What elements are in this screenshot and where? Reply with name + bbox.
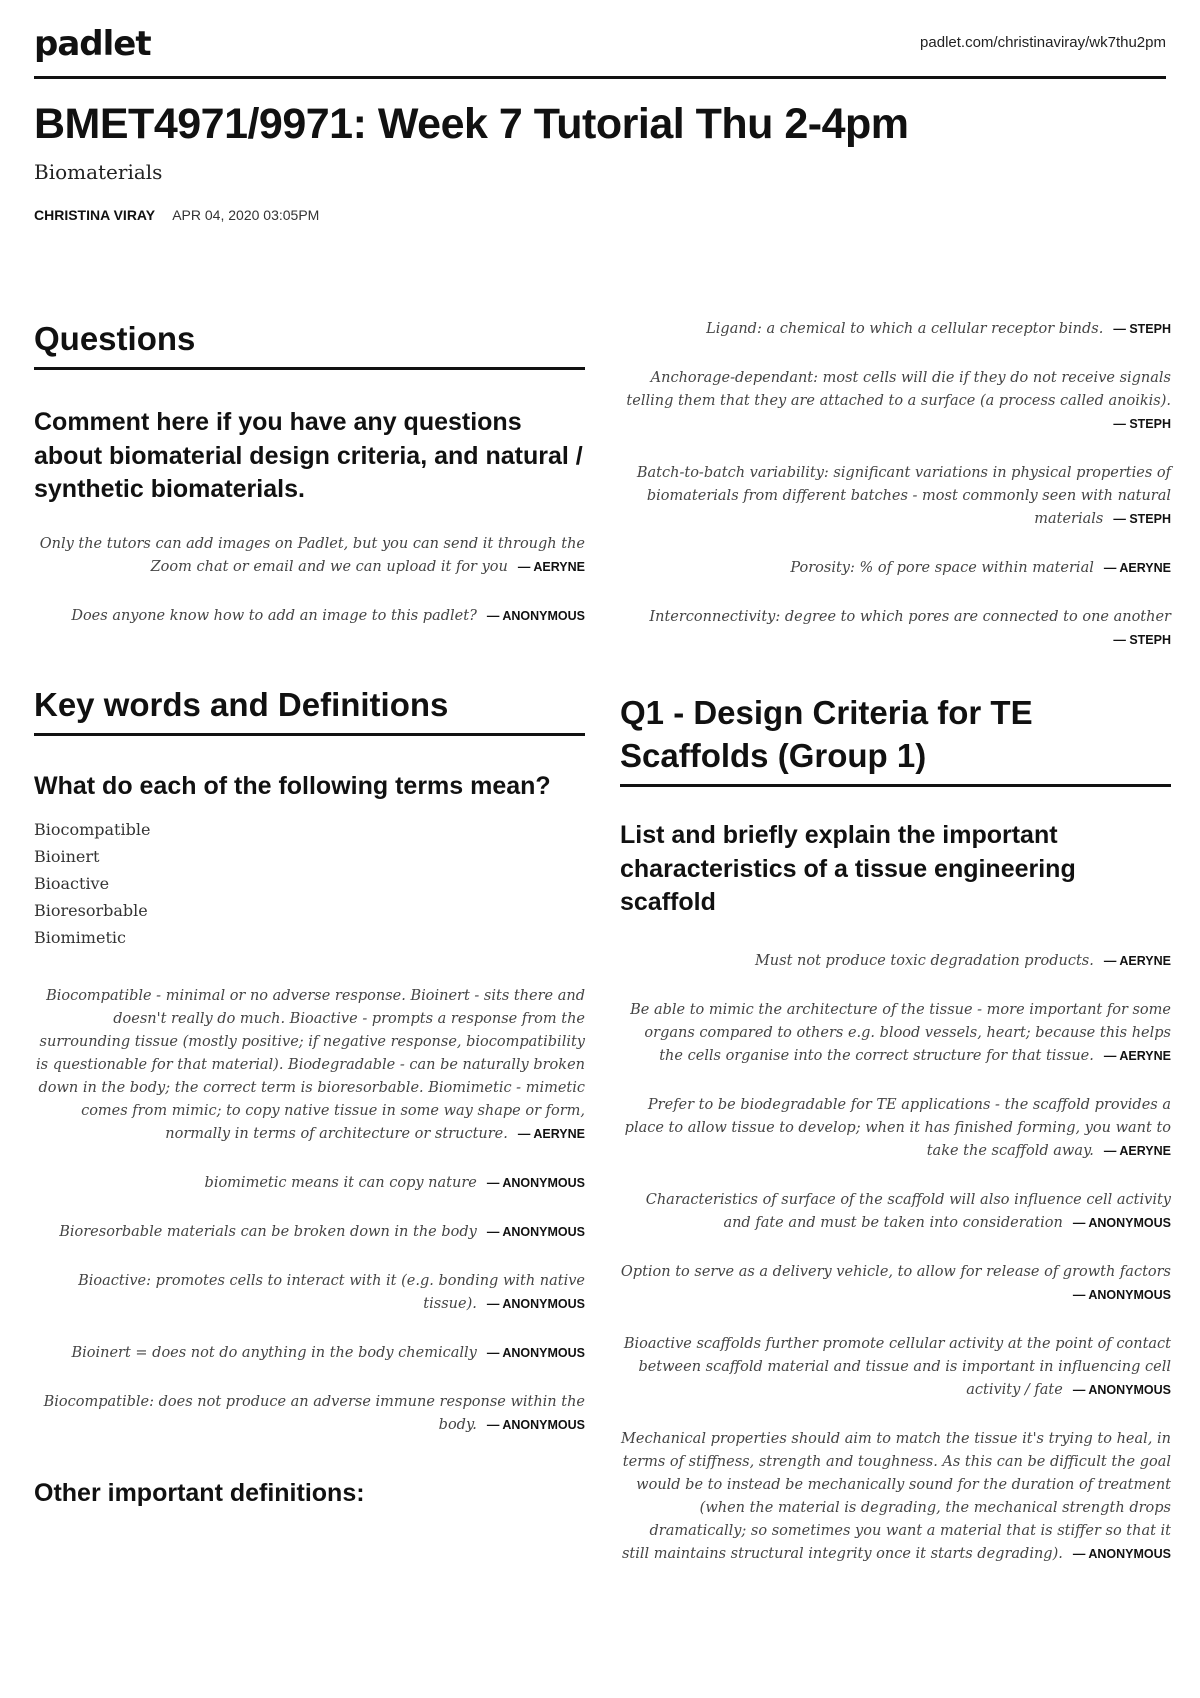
comment xyxy=(620,557,1171,580)
comment-text: Only the tutors can add images on Padlet, but you can send it through the Zoom chat or email and we can upload it for you xyxy=(39,536,585,576)
comment-text: Does anyone know how to add an image to this padlet? xyxy=(71,608,477,625)
comment xyxy=(620,1189,1171,1235)
comment-text: Ligand: a chemical to which a cellular receptor binds. xyxy=(706,321,1104,337)
comment-author: — AERYNE xyxy=(517,560,585,575)
comment xyxy=(620,950,1171,973)
comment xyxy=(620,606,1171,652)
author-name: CHRISTINA VIRAY xyxy=(34,207,156,223)
comment-text: biomimetic means it can copy nature xyxy=(204,1174,477,1191)
term-item: Bioresorbable xyxy=(34,900,148,920)
section-questions xyxy=(34,318,585,628)
comment-text: Porosity: % of pore space within material xyxy=(790,560,1094,576)
comment-text: Characteristics of surface of the scaffold will also influence cell activity and fate and must be taken into consideration xyxy=(645,1192,1171,1232)
post-title-questions: Comment here if you have any questions about biomaterial design criteria, and natural / synthetic biomaterials. xyxy=(34,407,583,504)
section-q1 xyxy=(620,692,1171,1566)
comment xyxy=(620,1261,1171,1307)
comment-author: — ANONYMOUS xyxy=(486,1345,585,1360)
comment-text: Anchorage-dependant: most cells will die if they do not receive signals telling them that they are attached to a surface (a process called anoikis). xyxy=(626,370,1171,409)
comment xyxy=(34,985,585,1146)
page-title: BMET4971/9971: Week 7 Tutorial Thu 2-4pm xyxy=(34,100,909,148)
term-item: Biomimetic xyxy=(34,927,126,947)
comment-author: — ANONYMOUS xyxy=(1072,1216,1171,1231)
comment-text: Interconnectivity: degree to which pores are connected to one another xyxy=(649,609,1171,625)
comment-author: — ANONYMOUS xyxy=(486,1417,585,1432)
comment-list-questions xyxy=(34,533,585,628)
comment-author: — STEPH xyxy=(1113,633,1171,647)
comment xyxy=(34,1391,585,1437)
comment-text: Mechanical properties should aim to match the tissue it's trying to heal, in terms of stiffness, strength and toughness. As this can be difficult the goal would be to instead be mechanically sound for the duration of treatment (when the material is degrading, the mechanical strength drops dramatically; so sometimes you want a material that is stiffer so that it still maintains structural integrity once it starts degrading). xyxy=(621,1431,1171,1563)
comment-author: — ANONYMOUS xyxy=(1072,1383,1171,1398)
page-subtitle: Biomaterials xyxy=(34,160,163,184)
comment-author: — ANONYMOUS xyxy=(486,1175,585,1190)
section-title-questions: Questions xyxy=(34,318,585,370)
comment-text: Batch-to-batch variability: significant variations in physical properties of biomaterials from different batches - most commonly seen with natural materials xyxy=(636,465,1171,527)
terms-list xyxy=(34,816,585,951)
comment-list-definitions xyxy=(620,318,1171,652)
comment xyxy=(34,1172,585,1195)
comment-author: — AERYNE xyxy=(517,1126,585,1141)
section-keywords xyxy=(34,684,585,1510)
comment-author: — STEPH xyxy=(1113,417,1171,431)
post-date: APR 04, 2020 03:05PM xyxy=(172,207,320,223)
comment-author: — ANONYMOUS xyxy=(486,1224,585,1239)
post-title-other-definitions: Other important definitions: xyxy=(34,1478,365,1507)
comment-author: — STEPH xyxy=(1113,322,1171,336)
comment xyxy=(620,999,1171,1068)
section-title-q1: Q1 - Design Criteria for TE Scaffolds (Group 1) xyxy=(620,692,1171,787)
comment-author: — STEPH xyxy=(1113,512,1171,526)
comment xyxy=(34,605,585,628)
comment-text: Bioactive: promotes cells to interact with it (e.g. bonding with native tissue). xyxy=(78,1272,585,1312)
comment xyxy=(34,533,585,579)
term-item: Biocompatible xyxy=(34,819,151,839)
comment-text: Be able to mimic the architecture of the tissue - more important for some organs compared to others e.g. blood vessels, heart; because this helps the cells organise into the correct structure for that tissue. xyxy=(630,1002,1171,1065)
left-column xyxy=(34,318,585,1511)
post-title-q1: List and briefly explain the important characteristics of a tissue engineering scaffold xyxy=(620,820,1076,917)
comment xyxy=(620,367,1171,436)
term-item: Bioactive xyxy=(34,873,110,893)
page-url[interactable]: padlet.com/christinaviray/wk7thu2pm xyxy=(920,34,1166,51)
comment-text: Biocompatible - minimal or no adverse response. Bioinert - sits there and doesn't really do much. Bioactive - prompts a response from the surrounding tissue (mostly positive; if negative response, biocompatibility is questionable for that material). Biodegradable - can be naturally broken down in the body; the correct term is bioresorbable. Biomimetic - mimetic comes from mimic; to copy native tissue in some way shape or form, normally in terms of architecture or structure. xyxy=(36,987,585,1142)
comment-text: Bioactive scaffolds further promote cellular activity at the point of contact between scaffold material and tissue and is important in influencing cell activity / fate xyxy=(623,1336,1171,1399)
comment xyxy=(34,1221,585,1244)
padlet-logo[interactable]: padlet xyxy=(34,24,151,64)
comment xyxy=(620,1428,1171,1566)
comment-author: — AERYNE xyxy=(1103,954,1171,969)
comment-author: — ANONYMOUS xyxy=(1072,1547,1171,1562)
term-item: Bioinert xyxy=(34,846,100,866)
page-meta xyxy=(34,207,319,223)
comment xyxy=(620,1094,1171,1163)
comment-author: — AERYNE xyxy=(1103,1049,1171,1064)
comment-text: Bioinert = does not do anything in the body chemically xyxy=(71,1344,477,1361)
comment-author: — ANONYMOUS xyxy=(486,1296,585,1311)
comment-text: Biocompatible: does not produce an adverse immune response within the body. xyxy=(43,1393,585,1433)
comment-author: — AERYNE xyxy=(1103,561,1171,575)
comment xyxy=(34,1342,585,1365)
comment xyxy=(620,462,1171,531)
comment-text: Bioresorbable materials can be broken down in the body xyxy=(59,1223,477,1240)
comment-text: Prefer to be biodegradable for TE applications - the scaffold provides a place to allow tissue to develop; when it has finished forming, you want to take the scaffold away. xyxy=(624,1097,1171,1160)
comment-text: Must not produce toxic degradation products. xyxy=(754,953,1094,970)
comment-author: — ANONYMOUS xyxy=(486,609,585,624)
comment-author: — AERYNE xyxy=(1103,1144,1171,1159)
comment xyxy=(620,318,1171,341)
right-column xyxy=(620,318,1171,1592)
comment-text: Option to serve as a delivery vehicle, to allow for release of growth factors xyxy=(620,1264,1171,1281)
comment xyxy=(34,1270,585,1316)
comment-list-keywords xyxy=(34,985,585,1437)
comment xyxy=(620,1333,1171,1402)
top-bar xyxy=(34,18,1166,79)
section-title-keywords: Key words and Definitions xyxy=(34,684,585,736)
comment-author: — ANONYMOUS xyxy=(1072,1288,1171,1303)
post-title-keywords: What do each of the following terms mean? xyxy=(34,772,551,801)
comment-list-q1 xyxy=(620,950,1171,1566)
